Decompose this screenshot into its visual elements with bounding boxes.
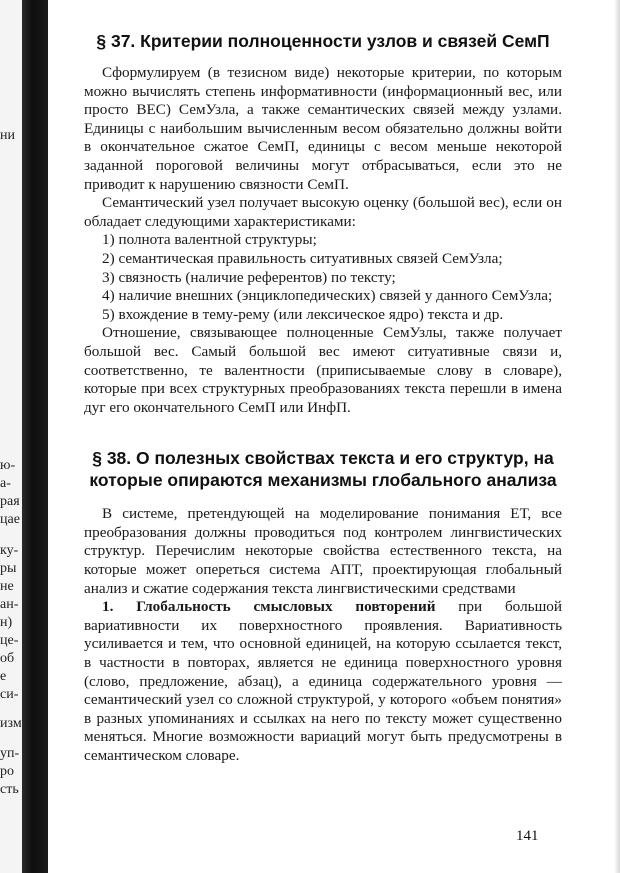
margin-fragment: а- <box>0 476 11 491</box>
margin-fragment: об <box>0 651 15 666</box>
item-1-text: при большой вариативности их поверхностного проявления. Вариативность усиливается и тем, что основной единицей, на которую ссылается текст, в частности в повторах, является не единица поверхностного уровня (слово, предложение, абзац), а единица содержательного уровня — семантический узел со сложной структурой, у которого «объем понятия» в разных упоминаниях и ссылках на него по тексту может существенно меняться. Многие возможности вариаций могут быть предусмотрены в семантическом словаре. <box>84 598 562 764</box>
margin-fragment: изм <box>0 716 22 731</box>
margin-fragment: ку- <box>0 543 19 558</box>
page-number: 141 <box>516 828 539 844</box>
section-38-heading: § 38. О полезных свойствах текста и его структур, на которые опираются механизмы глобального анализа <box>89 448 557 491</box>
criteria-item: 2) семантическая правильность ситуативных связей СемУзла; <box>102 249 503 267</box>
section-37-intro: Сформулируем (в тезисном виде) некоторые критерии, по которым можно вычислять степень информативности (информационный вес, или просто ВЕС) СемУзла, а также семантических связей между узлами. Единицы с наибольшим вычисленным весом обязательно должны войти в окончательное сжатое СемП, единицы с весом меньше некоторой заданной пороговой величины могут отбрасываться, если это не приводит к нарушению связности СемП. <box>84 64 562 193</box>
margin-fragment: н) <box>0 615 13 630</box>
page-right-edge <box>614 0 620 873</box>
margin-fragment: ю- <box>0 458 16 473</box>
margin-fragment: си- <box>0 687 19 702</box>
section-37-heading: § 37. Критерии полноценности узлов и связей СемП <box>96 31 550 51</box>
criteria-item: 4) наличие внешних (энциклопедических) связей у данного СемУзла; <box>102 287 553 305</box>
book-page <box>84 30 562 766</box>
section-38-intro: В системе, претендующей на моделирование понимания ЕТ, все преобразования должны проводиться под контролем лингвистических структур. Перечислим некоторые свойства естественного текста, на которые может опереться система АПТ, проектирующая глобальный анализ и сжатие содержания текста лингвистическими средствами <box>84 505 562 597</box>
margin-fragment: сть <box>0 782 19 797</box>
margin-fragment: ни <box>0 128 15 143</box>
margin-fragment: ры <box>0 561 17 576</box>
section-37-lead: Семантический узел получает высокую оценку (большой вес), если он обладает следующими характеристиками: <box>84 194 562 230</box>
criteria-list <box>84 231 562 324</box>
margin-fragment: ро <box>0 764 14 779</box>
margin-fragment: не <box>0 579 14 594</box>
criteria-item: 3) связность (наличие референтов) по тексту; <box>102 268 396 286</box>
margin-fragment: ан- <box>0 597 19 612</box>
section-38-item-1 <box>84 598 562 765</box>
item-1-term: 1. Глобальность смысловых повторений <box>102 598 436 616</box>
margin-fragment: цае <box>0 512 20 527</box>
margin-fragment: це- <box>0 633 19 648</box>
criteria-item: 1) полнота валентной структуры; <box>102 231 317 249</box>
margin-fragment: рая <box>0 494 20 509</box>
margin-fragment: е <box>0 669 7 684</box>
criteria-item: 5) вхождение в тему-рему (или лексическое ядро) текста и др. <box>102 305 504 323</box>
section-37-closing: Отношение, связывающее полноценные СемУзлы, также получает большой вес. Самый большой вес имеют ситуативные связи и, соответственно, те валентности (приписываемые слову в словаре), которые при всех структурных преобразованиях текста перешли в имена дуг его окончательного СемП или ИнфП. <box>84 324 562 416</box>
margin-fragment: уп- <box>0 746 20 761</box>
scan-binding-shadow <box>22 0 48 873</box>
